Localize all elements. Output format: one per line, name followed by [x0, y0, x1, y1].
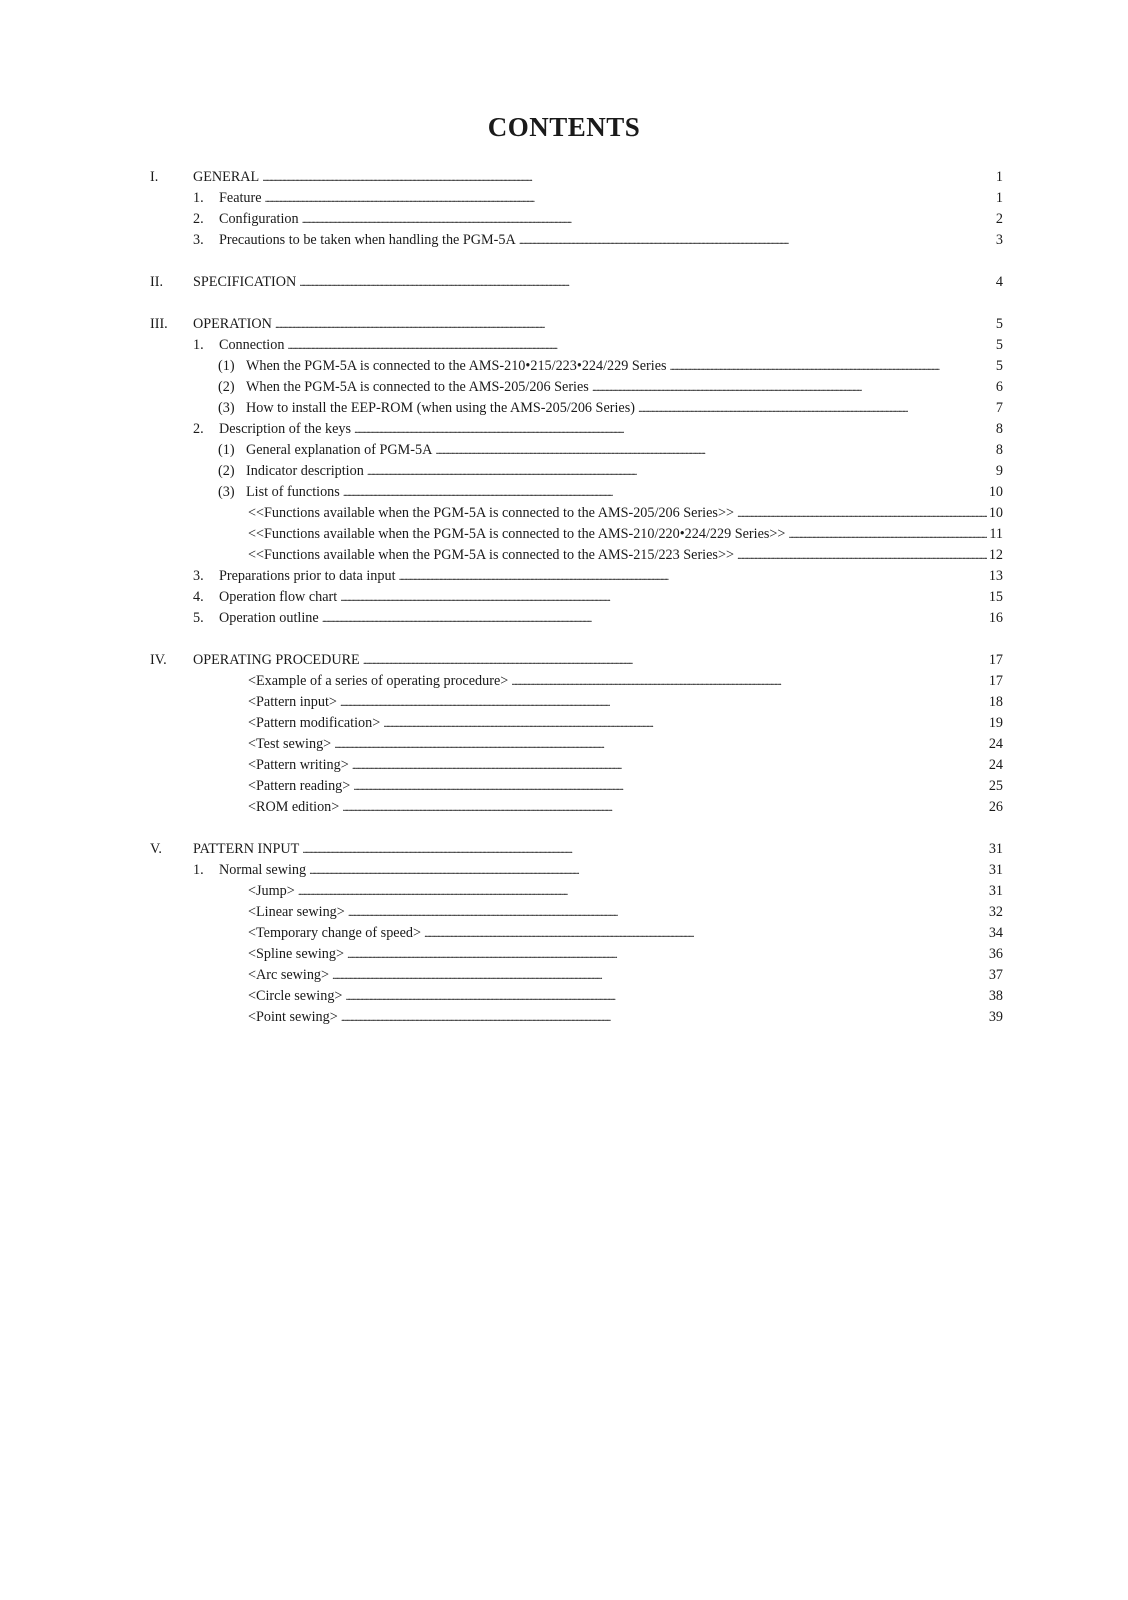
toc-page-number: 5: [995, 358, 1003, 374]
dot-leader: [352, 756, 987, 774]
section-roman-numeral: IV.: [150, 652, 167, 668]
dot-leader: [302, 210, 994, 228]
toc-entry-label: <Pattern modification>: [248, 715, 381, 731]
toc-entry[interactable]: [248, 1008, 1003, 1026]
toc-page-number: 6: [995, 379, 1003, 395]
dot-leader: [332, 966, 987, 984]
toc-entry[interactable]: [248, 714, 1003, 732]
toc-entry[interactable]: [248, 546, 1003, 564]
toc-entry-label: OPERATION: [193, 316, 272, 332]
toc-entry[interactable]: [193, 588, 1003, 606]
toc-entry[interactable]: [248, 945, 1003, 963]
toc-page-number: 38: [988, 988, 1003, 1004]
toc-entry-number: 1.: [193, 337, 204, 353]
toc-entry[interactable]: [248, 525, 1003, 543]
toc-section-heading[interactable]: [193, 315, 1003, 333]
dot-leader: [340, 693, 987, 711]
toc-entry[interactable]: [193, 609, 1003, 627]
toc-entry[interactable]: [218, 378, 1003, 396]
toc-entry-number: 2.: [193, 211, 204, 227]
toc-entry-label: <Pattern writing>: [248, 757, 349, 773]
dot-leader: [345, 987, 986, 1005]
toc-entry-number: (2): [218, 463, 235, 479]
toc-entry[interactable]: [248, 693, 1003, 711]
toc-entry-label: PATTERN INPUT: [193, 841, 300, 857]
toc-page-number: 12: [988, 547, 1003, 563]
toc-entry-label: Operation outline: [219, 610, 319, 626]
toc-page-number: 18: [988, 694, 1003, 710]
toc-page-number: 31: [988, 841, 1003, 857]
dot-leader: [519, 231, 994, 249]
toc-entry-label: Normal sewing: [219, 862, 307, 878]
toc-entry-label: When the PGM-5A is connected to the AMS-210•215/223•224/229 Series: [246, 358, 667, 374]
toc-entry[interactable]: [193, 420, 1003, 438]
toc-entry-number: (1): [218, 442, 235, 458]
toc-page-number: 26: [988, 799, 1003, 815]
toc-entry-label: Connection: [219, 337, 285, 353]
toc-entry-label: <<Functions available when the PGM-5A is connected to the AMS-210/220•224/229 Series>>: [248, 526, 786, 542]
dot-leader: [347, 945, 987, 963]
toc-page-number: 8: [995, 442, 1003, 458]
toc-entry[interactable]: [218, 462, 1003, 480]
toc-entry-number: (3): [218, 484, 235, 500]
toc-entry-label: <Pattern input>: [248, 694, 337, 710]
dot-leader: [287, 336, 993, 354]
toc-entry[interactable]: [248, 987, 1003, 1005]
toc-entry-label: <<Functions available when the PGM-5A is connected to the AMS-205/206 Series>>: [248, 505, 734, 521]
dot-leader: [334, 735, 987, 753]
toc-page-number: 7: [995, 400, 1003, 416]
toc-entry-label: General explanation of PGM-5A: [246, 442, 433, 458]
toc-entry[interactable]: [248, 504, 1003, 522]
toc-entry[interactable]: [193, 210, 1003, 228]
dot-leader: [737, 546, 987, 564]
toc-page-number: 25: [988, 778, 1003, 794]
dot-leader: [592, 378, 994, 396]
dot-leader: [399, 567, 987, 585]
dot-leader: [322, 609, 987, 627]
toc-section-heading[interactable]: [193, 651, 1003, 669]
toc-entry[interactable]: [248, 756, 1003, 774]
section-roman-numeral: III.: [150, 316, 168, 332]
toc-page-number: 36: [988, 946, 1003, 962]
section-roman-numeral: V.: [150, 841, 162, 857]
toc-entry-label: How to install the EEP-ROM (when using the AMS-205/206 Series): [246, 400, 635, 416]
toc-entry-label: <Test sewing>: [248, 736, 332, 752]
dot-leader: [302, 840, 987, 858]
dot-leader: [354, 420, 994, 438]
dot-leader: [341, 1008, 987, 1026]
toc-entry-label: Description of the keys: [219, 421, 351, 437]
toc-entry-number: (3): [218, 400, 235, 416]
toc-entry-number: 3.: [193, 232, 204, 248]
toc-page-number: 10: [988, 505, 1003, 521]
toc-page-number: 24: [988, 736, 1003, 752]
dot-leader: [383, 714, 987, 732]
toc-page-number: 37: [988, 967, 1003, 983]
section-roman-numeral: II.: [150, 274, 163, 290]
toc-page-number: 8: [995, 421, 1003, 437]
toc-page-number: 19: [988, 715, 1003, 731]
dot-leader: [265, 189, 994, 207]
toc-entry[interactable]: [248, 966, 1003, 984]
toc-entry-label: <Pattern reading>: [248, 778, 351, 794]
toc-entry-label: Indicator description: [246, 463, 364, 479]
dot-leader: [348, 903, 987, 921]
toc-entry-number: 4.: [193, 589, 204, 605]
toc-entry-label: <<Functions available when the PGM-5A is connected to the AMS-215/223 Series>>: [248, 547, 734, 563]
toc-page-number: 32: [988, 904, 1003, 920]
toc-entry[interactable]: [193, 189, 1003, 207]
toc-entry-label: <ROM edition>: [248, 799, 340, 815]
toc-page-number: 9: [995, 463, 1003, 479]
dot-leader: [298, 882, 987, 900]
toc-entry[interactable]: [248, 882, 1003, 900]
dot-leader: [353, 777, 987, 795]
toc-entry-label: Configuration: [219, 211, 299, 227]
toc-page-number: 13: [988, 568, 1003, 584]
dot-leader: [275, 315, 994, 333]
toc-page-number: 11: [989, 526, 1003, 542]
toc-entry-label: SPECIFICATION: [193, 274, 297, 290]
toc-page-number: 17: [988, 673, 1003, 689]
toc-entry-label: Precautions to be taken when handling the PGM-5A: [219, 232, 516, 248]
dot-leader: [262, 168, 994, 186]
toc-page-number: 5: [995, 337, 1003, 353]
toc-entry-number: (1): [218, 358, 235, 374]
dot-leader: [342, 798, 987, 816]
toc-entry[interactable]: [248, 798, 1003, 816]
dot-leader: [511, 672, 987, 690]
toc-entry-label: Operation flow chart: [219, 589, 338, 605]
toc-entry-label: List of functions: [246, 484, 340, 500]
dot-leader: [435, 441, 994, 459]
section-roman-numeral: I.: [150, 169, 159, 185]
toc-page-number: 39: [988, 1009, 1003, 1025]
page-title: CONTENTS: [487, 112, 641, 142]
toc-entry[interactable]: [193, 336, 1003, 354]
toc-entry[interactable]: [193, 861, 1003, 879]
dot-leader: [424, 924, 987, 942]
toc-entry-label: When the PGM-5A is connected to the AMS-205/206 Series: [246, 379, 589, 395]
toc-entry[interactable]: [248, 924, 1003, 942]
toc-entry[interactable]: [218, 357, 1003, 375]
toc-entry-label: <Example of a series of operating procedure>: [248, 673, 509, 689]
toc-entry-number: 2.: [193, 421, 204, 437]
toc-page-number: 5: [995, 316, 1003, 332]
dot-leader: [670, 357, 994, 375]
dot-leader: [363, 651, 987, 669]
toc-entry[interactable]: [218, 483, 1003, 501]
toc-entry-label: Feature: [219, 190, 262, 206]
dot-leader: [299, 273, 994, 291]
toc-page-number: 1: [995, 169, 1003, 185]
toc-page-number: 4: [995, 274, 1003, 290]
toc-entry-number: 1.: [193, 190, 204, 206]
dot-leader: [309, 861, 987, 879]
toc-entry-label: <Jump>: [248, 883, 295, 899]
toc-entry-label: <Temporary change of speed>: [248, 925, 421, 941]
toc-entry-label: <Spline sewing>: [248, 946, 345, 962]
toc-section-heading[interactable]: [193, 168, 1003, 186]
toc-section-heading[interactable]: [193, 273, 1003, 291]
toc-entry[interactable]: [248, 735, 1003, 753]
toc-page-number: 24: [988, 757, 1003, 773]
toc-page-number: 31: [988, 883, 1003, 899]
toc-entry-label: OPERATING PROCEDURE: [193, 652, 360, 668]
dot-leader: [638, 399, 994, 417]
toc-page-number: 15: [988, 589, 1003, 605]
dot-leader: [737, 504, 987, 522]
toc-section-heading[interactable]: [193, 840, 1003, 858]
toc-entry-label: <Circle sewing>: [248, 988, 343, 1004]
toc-entry-label: <Point sewing>: [248, 1009, 338, 1025]
toc-entry-number: 1.: [193, 862, 204, 878]
dot-leader: [788, 525, 987, 543]
toc-entry-number: (2): [218, 379, 235, 395]
toc-page-number: 2: [995, 211, 1003, 227]
toc-page-number: 17: [988, 652, 1003, 668]
toc-entry-number: 3.: [193, 568, 204, 584]
toc-page-number: 31: [988, 862, 1003, 878]
toc-entry[interactable]: [248, 777, 1003, 795]
toc-entry-number: 5.: [193, 610, 204, 626]
toc-entry-label: GENERAL: [193, 169, 260, 185]
toc-page-number: 1: [995, 190, 1003, 206]
toc-entry[interactable]: [193, 231, 1003, 249]
toc-entry-label: Preparations prior to data input: [219, 568, 396, 584]
toc-entry[interactable]: [193, 567, 1003, 585]
toc-page-number: 10: [988, 484, 1003, 500]
dot-leader: [340, 588, 987, 606]
toc-entry-label: <Linear sewing>: [248, 904, 345, 920]
dot-leader: [343, 483, 987, 501]
toc-entry[interactable]: [218, 399, 1003, 417]
toc-page-number: 16: [988, 610, 1003, 626]
toc-page-number: 3: [995, 232, 1003, 248]
toc-page-number: 34: [988, 925, 1003, 941]
toc-entry[interactable]: [248, 672, 1003, 690]
toc-entry-label: <Arc sewing>: [248, 967, 330, 983]
toc-entry[interactable]: [248, 903, 1003, 921]
toc-entry[interactable]: [218, 441, 1003, 459]
dot-leader: [367, 462, 994, 480]
